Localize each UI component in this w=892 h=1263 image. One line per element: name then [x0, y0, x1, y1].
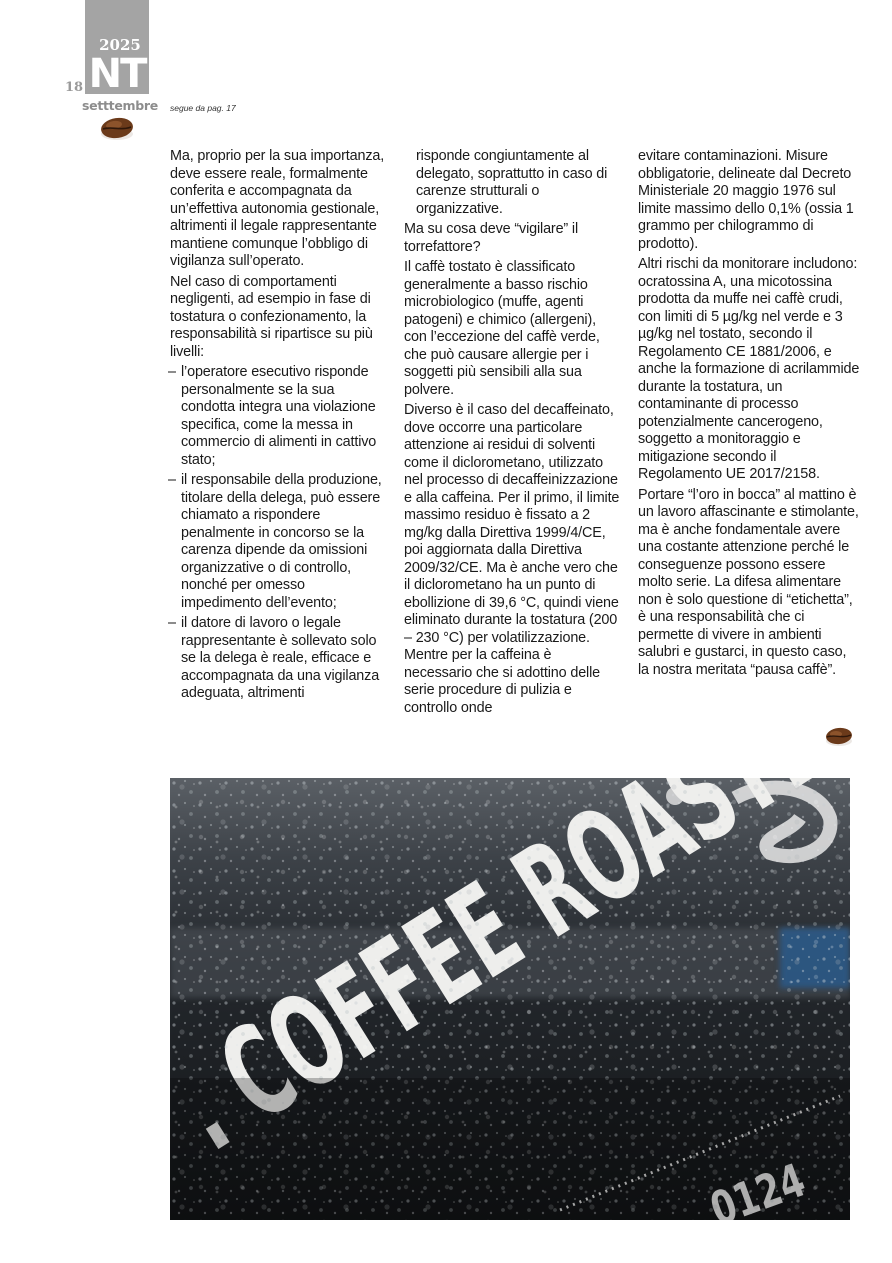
paragraph: Altri rischi da monitorare includono: ocratossina A, una micotossina prodotta da muffe nei caffè crudi, con limiti di 5 µg/kg nel verde e 3 µg/kg nel tostato, secondo il Regolamento CE 1881/2006, e anche la formazione di acrilammide durante la tostatura, un contaminante di processo potenzialmente cancerogeno, soggetto a monitoraggio e mitigazione secondo il Regolamento UE 2017/2158. — [638, 256, 860, 482]
issue-year: 2025 — [99, 36, 141, 54]
list-item: – il datore di lavoro o legale rappresentante è sollevato solo se la delega è reale, efficace e accompagnata da una vigilanza adeguata, altrimenti — [170, 615, 388, 703]
article-column-2 — [404, 148, 622, 720]
article-column-3 — [638, 148, 860, 682]
responsibility-list — [170, 364, 388, 703]
paragraph: Nel caso di comportamenti negligenti, ad esempio in fase di tostatura o confezionamento, la responsabilità si ripartisce su più livelli: — [170, 273, 373, 360]
page-number: 18 — [65, 80, 84, 95]
list-item: – il responsabile della produzione, titolare della delega, può essere chiamato a rispondere penalmente in concorso se la carenza dipende da omissioni organizzative o di controllo, nonché per omesso impedimento dell’evento; — [170, 472, 388, 612]
paragraph: Diverso è il caso del decaffeinato, dove occorre una particolare attenzione ai residui di solventi come il diclorometano, utilizzato nel processo di decaffeinizzazione e alla caffeina. Per il primo, il limite massimo residuo è fissato a 2 mg/kg dalla Direttiva 1999/4/CE, poi aggiornata dalla Direttiva 2009/32/CE. Ma è anche vero che il diclorometano ha un punto di ebollizione di 39,6 °C, quindi viene eliminato durante la tostatura (200 – 230 °C) per volatilizzazione. Mentre per la caffeina è necessario che si adottino delle serie procedure di pulizia e controllo onde — [404, 402, 620, 716]
paragraph: Ma, proprio per la sua importanza, deve essere reale, formalmente conferita e accompagnata da un’effettiva autonomia gestionale, altrimenti il legale rappresentante mantiene comunque l’obbligo di vigilanza sull’operato. — [170, 148, 385, 269]
list-item: – l’operatore esecutivo risponde personalmente se la sua condotta integra una violazione specifica, come la messa in commercio di alimenti in cattivo stato; — [170, 364, 388, 469]
coffee-roasters-sign-photo — [170, 778, 850, 1220]
coffee-bean-icon — [824, 726, 854, 748]
magazine-logo: NT — [88, 51, 146, 97]
coffee-bean-icon — [99, 115, 135, 143]
paragraph: Il caffè tostato è classificato generalmente a basso rischio microbiologico (muffe, agenti patogeni) e chimico (allergeni), con l’eccezione del caffè verde, che può causare allergie per i soggetti più sensibili alla sua polvere. — [404, 259, 600, 398]
issue-month: setttembre — [82, 98, 158, 113]
continued-from-note: segue da pag. 17 — [170, 103, 236, 113]
article-column-1 — [170, 148, 388, 706]
paragraph: evitare contaminazioni. Misure obbligatorie, delineate dal Decreto Ministeriale 20 maggio 1976 sul limite massimo dello 0,1% (ossia 1 grammo per chilogrammo di prodotto). — [638, 148, 854, 252]
list-item-continuation: risponde congiuntamente al delegato, soprattutto in caso di carenze strutturali o organizzative. — [416, 148, 608, 217]
paragraph: Ma su cosa deve “vigilare” il torrefattore? — [404, 221, 579, 255]
paragraph: Portare “l’oro in bocca” al mattino è un lavoro affascinante e stimolante, ma è anche fondamentale avere una costante attenzione perché le conseguenze possono essere molto serie. La difesa alimentare non è solo questione di “etichetta”, è una responsabilità che ci permette di vivere in ambienti salubri e gustarci, in questo caso, la nostra meritata “pausa caffè”. — [638, 486, 859, 678]
